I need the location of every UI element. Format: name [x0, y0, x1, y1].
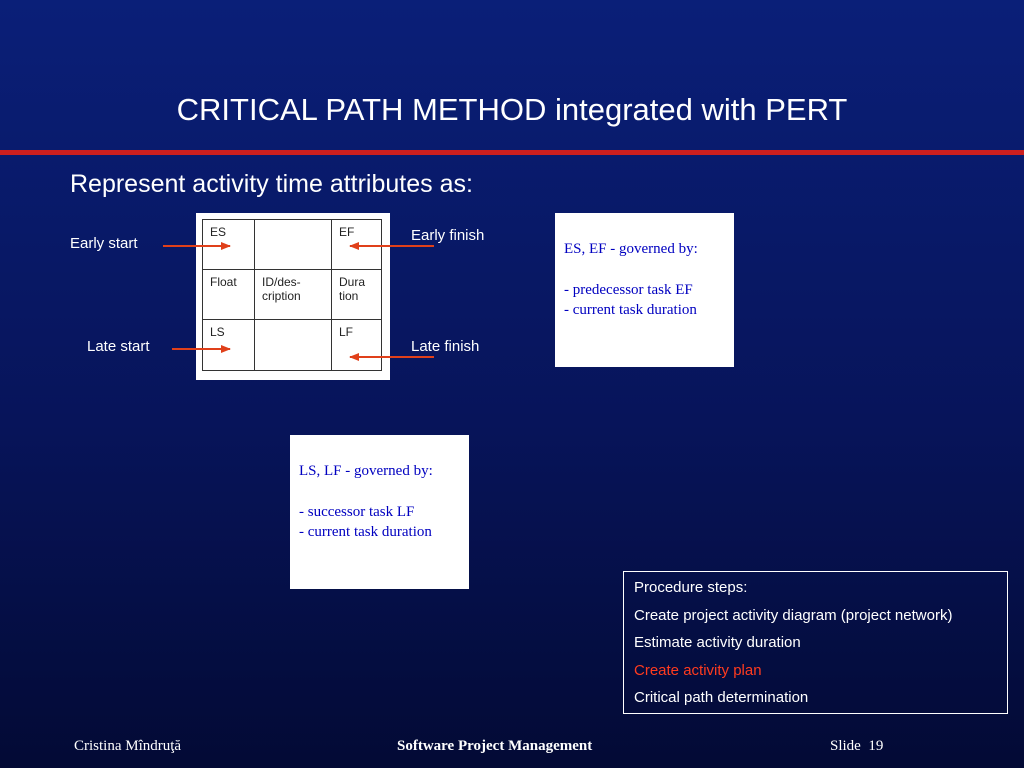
id-line2: cription: [262, 289, 301, 303]
procedure-step: Estimate activity duration: [634, 634, 801, 651]
label-late-finish: Late finish: [411, 338, 480, 355]
id-line1: ID/des-: [262, 275, 301, 289]
note-ls-lf-line1: - successor task LF: [299, 504, 415, 520]
cell-lf: LF: [339, 325, 354, 339]
dur-line2: tion: [339, 289, 359, 303]
cell-es: ES: [203, 220, 255, 270]
cell-ls: LS: [203, 320, 255, 370]
procedure-step: Create project activity diagram (project network): [634, 606, 953, 624]
note-ls-lf-heading: LS, LF - governed by:: [299, 463, 433, 479]
label-early-finish: Early finish: [411, 227, 485, 244]
procedure-heading: Procedure steps:: [634, 579, 748, 596]
footer-slide-number: [830, 738, 883, 755]
note-es-ef-line1: - predecessor task EF: [564, 282, 693, 298]
cell-ef: EF: [332, 220, 381, 270]
slide-label: Slide: [830, 738, 861, 754]
procedure-step-current: Create activity plan: [634, 661, 762, 679]
label-early-start: Early start: [70, 235, 138, 252]
footer-author: Cristina Mîndruţă: [74, 738, 182, 754]
note-es-ef-line2: - current task duration: [564, 302, 697, 318]
note-es-ef-heading: ES, EF - governed by:: [564, 241, 698, 257]
note-ls-lf: [290, 435, 469, 589]
slide-number: 19: [868, 738, 884, 754]
cell-float: Float: [203, 270, 255, 320]
procedure-steps-box: [623, 571, 1008, 714]
slide-subtitle: Represent activity time attributes as:: [70, 170, 473, 198]
note-ls-lf-line2: - current task duration: [299, 524, 432, 540]
procedure-step: Critical path determination: [634, 689, 809, 706]
label-late-start: Late start: [87, 338, 150, 355]
dur-line1: Dura: [339, 275, 366, 289]
note-es-ef: [555, 213, 734, 367]
slide-title: CRITICAL PATH METHOD integrated with PERT: [176, 92, 848, 127]
footer-course: Software Project Management: [397, 738, 593, 754]
